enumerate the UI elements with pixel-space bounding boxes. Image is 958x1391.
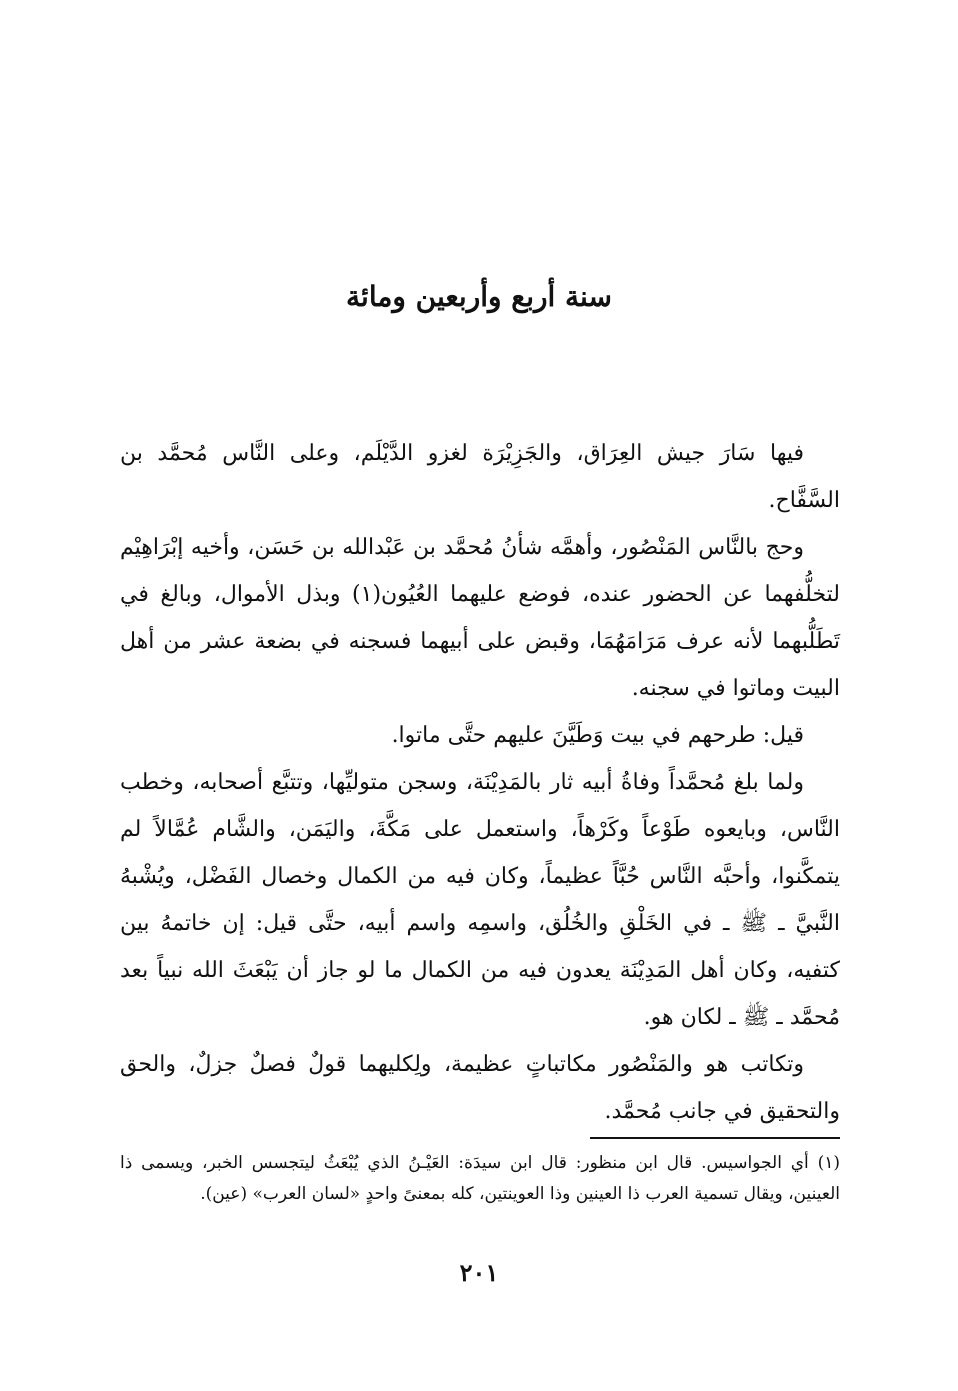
main-text xyxy=(120,430,840,1135)
paragraph: وحج بالنَّاس المَنْصُور، وأهمَّه شأنُ مُحمَّد بن عَبْدالله بن حَسَن، وأخيه إبْرَاهِيْم لتخلُّفهما عن الحضور عنده، فوضع عليهما العُيُون(١) وبذل الأموال، وبالغ في تَطَلُّبهما لأنه عرف مَرَامَهُمَا، وقبض على أبيهما فسجنه في بضعة عشر من أهل البيت وماتوا في سجنه. xyxy=(120,535,841,701)
page-number: ٢٠١ xyxy=(459,1258,499,1287)
paragraph: وتكاتب هو والمَنْصُور مكاتباتٍ عظيمة، ولِكليهما قولٌ فصلٌ جزلٌ، والحق والتحقيق في جانب مُحمَّد. xyxy=(120,1052,840,1124)
footnote-divider xyxy=(590,1137,840,1139)
chapter-title: سنة أربع وأربعين ومائة xyxy=(346,280,612,313)
paragraph: فيها سَارَ جيش العِرَاق، والجَزِيْرَة لغزو الدَّيْلَم، وعلى النَّاس مُحمَّد بن السَّفَّاح. xyxy=(120,441,840,513)
paragraph: قيل: طرحهم في بيت وَطَيَّنَ عليهم حتَّى ماتوا. xyxy=(391,723,804,748)
paragraph: ولما بلغ مُحمَّداً وفاةُ أبيه ثار بالمَدِيْنَة، وسجن متوليِّها، وتتبَّع أصحابه، وخطب النَّاس، وبايعوه طَوْعاً وكَرْهاً، واستعمل على مَكَّةَ، واليَمَن، والشَّام عُمَّالاً لم يتمكَّنوا، وأحبَّه النَّاس حُبَّاً عظيماً، وكان فيه من الكمال وخصال الفَضْل، ويُشْبهُ النَّبيَّ ـ ﷺ ـ في الخَلْقِ والخُلُق، واسمِه واسم أبيه، حتَّى قيل: إن خاتمهُ بين كتفيه، وكان أهل المَدِيْنَة يعدون فيه من الكمال ما لو جاز أن يَبْعَثَ الله نبياً بعد مُحمَّد ـ ﷺ ـ لكان هو. xyxy=(120,770,840,1030)
footnote: (١) أي الجواسيس. قال ابن منظور: قال ابن سيدَة: العَيْـنُ الذي يُبْعَثُ ليتجسس الخبر، ويسمى ذا العينين، ويقال تسمية العرب ذا العينين وذا العوينتين، كله بمعنىً واحدٍ «لسان العرب» (عين). xyxy=(120,1153,840,1204)
footnotes xyxy=(120,1148,840,1210)
